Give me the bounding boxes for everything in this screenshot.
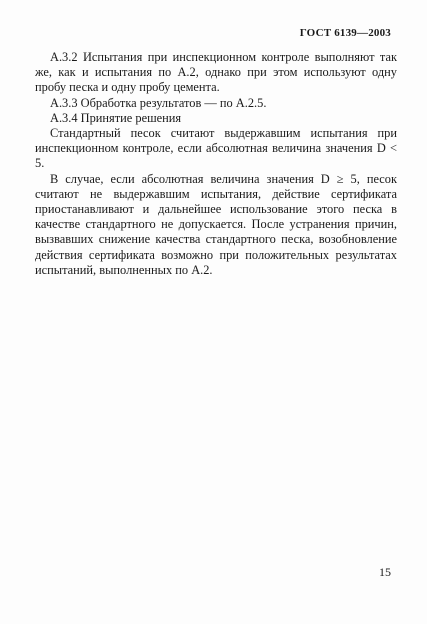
paragraph-rejection: В случае, если абсолютная величина значения D ≥ 5, песок считают не выдержавшим испытания, действие сертификата приостанавливают и дальнейшее использование этого песка в качестве стандартного не допускается. После устранения причин, вызвавших снижение качества стандартного песка, возобновление действия сертификата возможно при положительных результатах испытаний, выполненных по А.2. bbox=[35, 171, 397, 277]
body-text bbox=[35, 50, 397, 278]
paragraph-a-3-4-heading: А.3.4 Принятие решения bbox=[50, 110, 182, 125]
standard-header: ГОСТ 6139—2003 bbox=[299, 27, 391, 39]
paragraph-a-3-2: А.3.2 Испытания при инспекционном контроле выполняют так же, как и испытания по А.2, однако при этом используют одну пробу песка и одну пробу цемента. bbox=[35, 50, 397, 95]
paragraph-a-3-3: А.3.3 Обработка результатов — по А.2.5. bbox=[50, 95, 267, 110]
page-number: 15 bbox=[379, 565, 391, 579]
paragraph-acceptance: Стандартный песок считают выдержавшим испытания при инспекционном контроле, если абсолютная величина значения D < 5. bbox=[35, 126, 397, 171]
